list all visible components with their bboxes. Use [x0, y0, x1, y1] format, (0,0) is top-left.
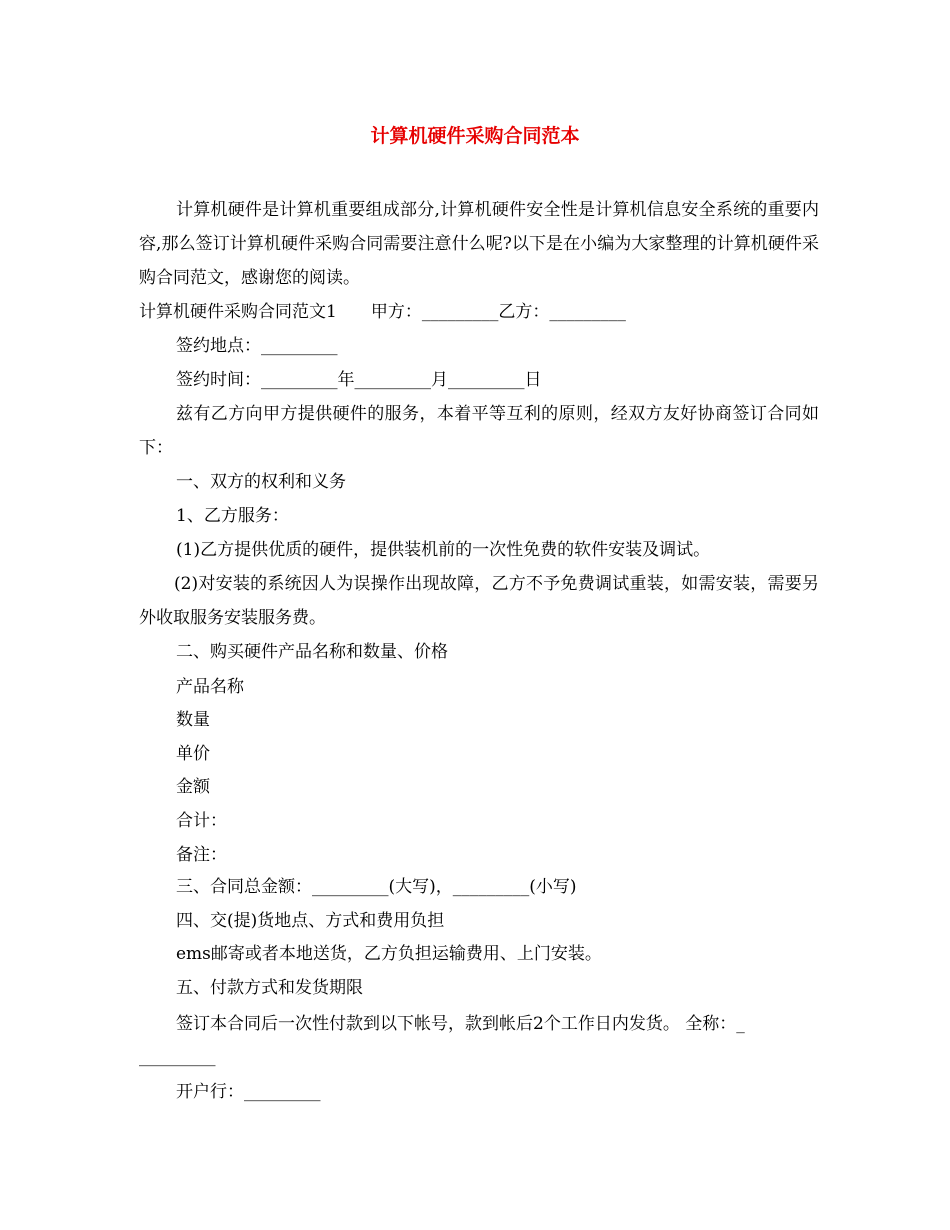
amount-label: 金额	[176, 777, 210, 797]
payment-account-blank: _________	[139, 1047, 216, 1067]
section-1-1-heading: 1、乙方服务：	[176, 506, 289, 526]
section-1-heading: 一、双方的权利和义务	[176, 472, 346, 492]
section-2-heading: 二、购买硬件产品名称和数量、价格	[176, 642, 448, 662]
document-title: 计算机硬件采购合同范本	[370, 125, 580, 147]
sign-place-line: 签约地点：_________	[176, 336, 338, 356]
bank-line: 开户行：_________	[176, 1082, 321, 1102]
service-item-1: (1)乙方提供优质的硬件，提供装机前的一次性免费的软件安装及调试。	[176, 540, 711, 560]
section-5-heading: 五、付款方式和发货期限	[176, 978, 363, 998]
sign-time-line: 签约时间：_________年_________月_________日	[176, 370, 542, 390]
quantity-label: 数量	[176, 710, 210, 730]
service-item-2: (2)对安装的系统因人为误操作出现故障，乙方不予免费调试重装，如需安装，需要另外收取服务安装服务费。	[139, 574, 819, 628]
product-name-label: 产品名称	[176, 677, 244, 697]
intro-paragraph: 计算机硬件是计算机重要组成部分,计算机硬件安全性是计算机信息安全系统的重要内容,那么签订计算机硬件采购合同需要注意什么呢?以下是在小编为大家整理的计算机硬件采购合同范文，感谢您的阅读。	[139, 200, 819, 288]
total-label: 合计：	[176, 811, 227, 831]
unit-price-label: 单价	[176, 744, 210, 764]
delivery-line: ems邮寄或者本地送货，乙方负担运输费用、上门安装。	[176, 944, 602, 964]
section-3-line: 三、合同总金额：_________(大写)，_________(小写)	[176, 877, 577, 897]
section-4-heading: 四、交(提)货地点、方式和费用负担	[176, 911, 445, 931]
preamble-paragraph: 兹有乙方向甲方提供硬件的服务，本着平等互利的原则，经双方友好协商签订合同如下：	[139, 404, 819, 458]
contract-heading-line: 计算机硬件采购合同范文1 甲方：_________乙方：_________	[139, 302, 626, 322]
remark-label: 备注：	[176, 845, 227, 865]
payment-line: 签订本合同后一次性付款到以下帐号，款到帐后2个工作日内发货。 全称：_	[176, 1014, 745, 1034]
